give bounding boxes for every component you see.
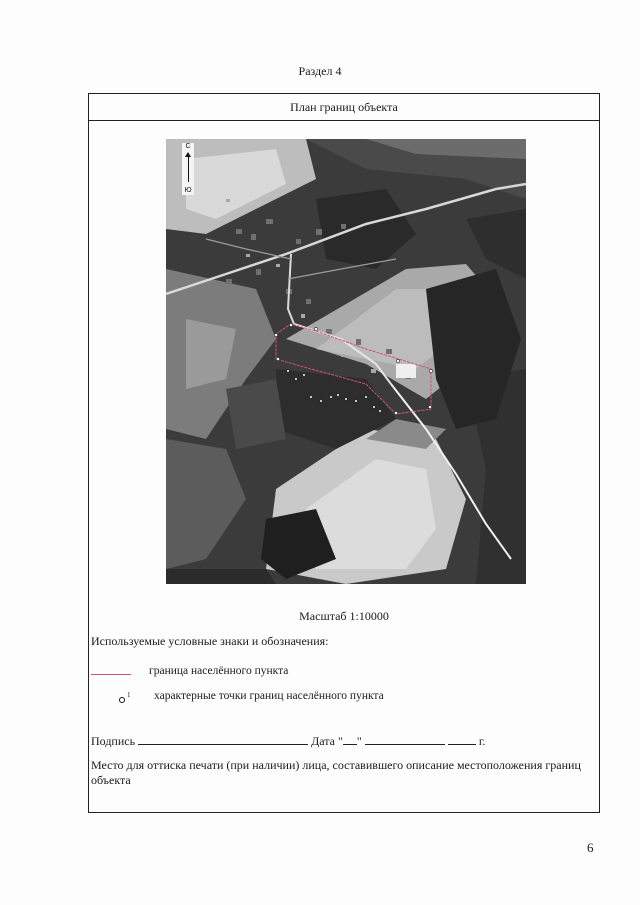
compass-north-label: С	[185, 143, 191, 150]
map-scale: Масштаб 1:10000	[299, 609, 389, 623]
date-month-blank[interactable]	[365, 733, 445, 745]
legend-title: Используемые условные знаки и обозначения:	[91, 634, 329, 648]
point-number: 1	[127, 691, 131, 699]
stamp-place-text: Место для оттиска печати (при наличии) лица, составившего описание местоположения границ объекта	[91, 758, 581, 787]
boundary-line-icon	[91, 674, 131, 675]
section-label: Раздел 4	[298, 64, 342, 78]
satellite-map	[166, 139, 526, 584]
page-number: 6	[587, 840, 594, 855]
compass-south-label: Ю	[184, 187, 192, 194]
compass-shaft	[188, 156, 189, 182]
point-ring-icon	[119, 697, 125, 703]
year-suffix: г.	[478, 734, 486, 748]
signature-blank[interactable]	[138, 733, 308, 745]
date-quote: "	[356, 734, 365, 748]
legend-points-label: характерные точки границ населённого пункта	[154, 690, 384, 702]
date-year-blank[interactable]	[448, 733, 476, 745]
date-label: Дата "	[311, 734, 343, 748]
signature-label: Подпись	[91, 734, 136, 748]
date-day-blank[interactable]	[343, 733, 357, 745]
legend-boundary-label: граница населённого пункта	[149, 665, 289, 677]
signature-line	[91, 733, 485, 749]
boundary-point-icon	[119, 691, 131, 703]
plan-title: План границ объекта	[89, 94, 599, 121]
compass-rose	[182, 143, 194, 195]
plan-frame	[88, 93, 600, 813]
map-image	[166, 139, 526, 584]
